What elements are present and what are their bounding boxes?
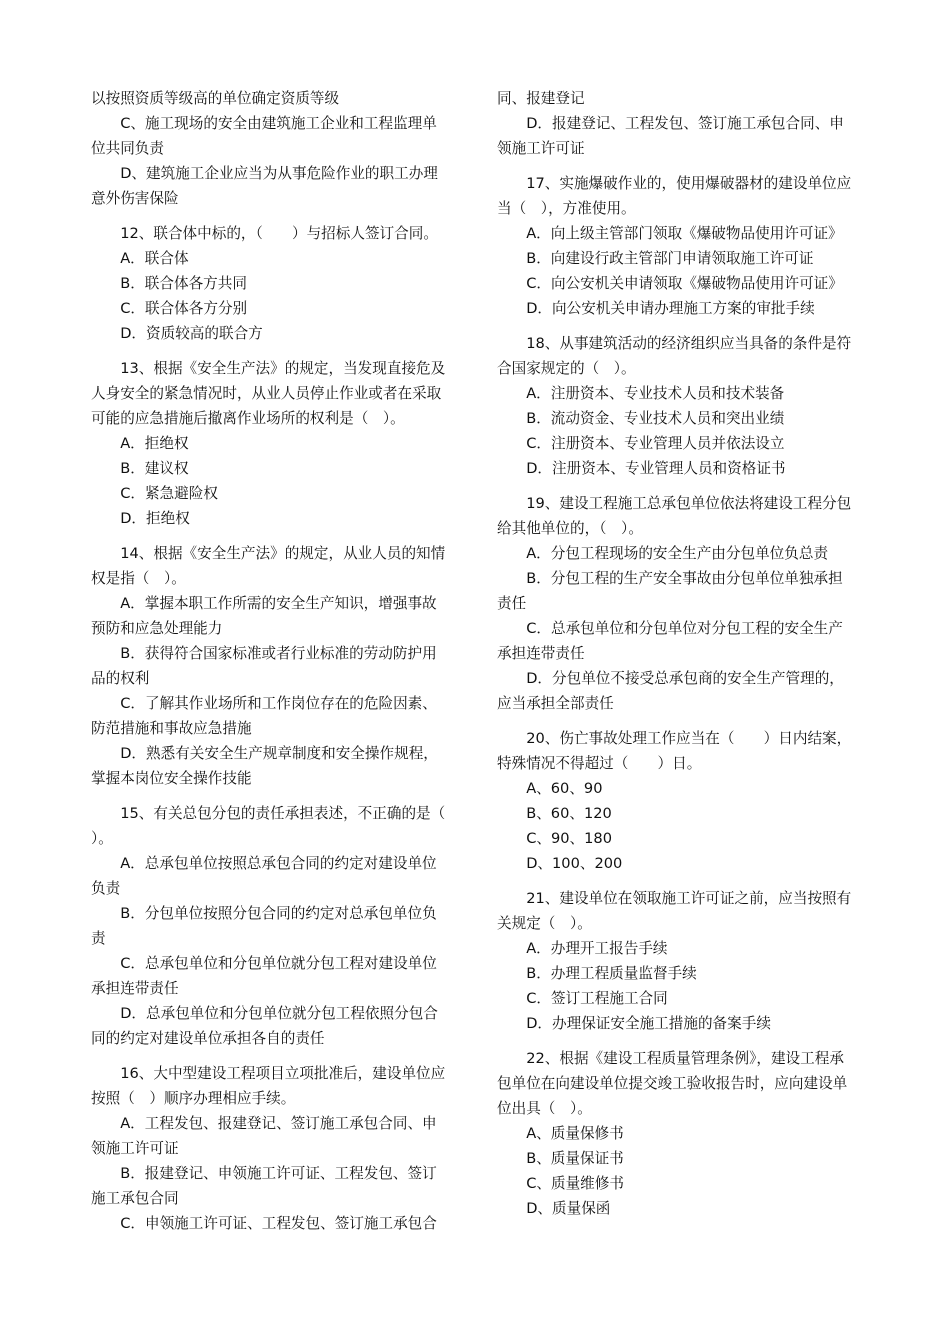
text-line: B．办理工程质量监督手续 bbox=[497, 965, 697, 982]
text-line: C．总承包单位和分包单位就分包工程对建设单位 bbox=[91, 955, 437, 972]
text-line: A．总承包单位按照总承包合同的约定对建设单位 bbox=[91, 855, 437, 872]
text-line: D．总承包单位和分包单位就分包工程依照分包合 bbox=[91, 1005, 438, 1022]
text-line: 当（ ），方准使用。 bbox=[497, 200, 636, 217]
text-line: C．注册资本、专业管理人员并依法设立 bbox=[497, 435, 785, 452]
text-line: 12、联合体中标的，（ ）与招标人签订合同。 bbox=[91, 225, 438, 242]
text-line: 13、根据《安全生产法》的规定，当发现直接危及 bbox=[91, 360, 446, 377]
text-line: B．获得符合国家标准或者行业标准的劳动防护用 bbox=[91, 645, 437, 662]
text-line: C、施工现场的安全由建筑施工企业和工程监理单 bbox=[91, 115, 437, 132]
text-line: 18、从事建筑活动的经济组织应当具备的条件是符 bbox=[497, 335, 852, 352]
text-line: C．联合体各方分别 bbox=[91, 300, 248, 317]
text-line: B．建议权 bbox=[91, 460, 189, 477]
text-line: 领施工许可证 bbox=[497, 140, 585, 157]
text-line: B．流动资金、专业技术人员和突出业绩 bbox=[497, 410, 785, 427]
text-line: 同的约定对建设单位承担各自的责任 bbox=[91, 1030, 325, 1047]
text-line: 承担连带责任 bbox=[91, 980, 179, 997]
text-line: C．向公安机关申请领取《爆破物品使用许可证》 bbox=[497, 275, 843, 292]
text-line: A．办理开工报告手续 bbox=[497, 940, 668, 957]
text-line: 以按照资质等级高的单位确定资质等级 bbox=[91, 90, 340, 107]
text-line: 施工承包合同 bbox=[91, 1190, 179, 1207]
text-line: A．分包工程现场的安全生产由分包单位负总责 bbox=[497, 545, 829, 562]
text-line: C．了解其作业场所和工作岗位存在的危险因素、 bbox=[91, 695, 437, 712]
text-line: D．办理保证安全施工措施的备案手续 bbox=[497, 1015, 771, 1032]
text-line: C、质量维修书 bbox=[497, 1175, 624, 1192]
text-line: 按照（ ）顺序办理相应手续。 bbox=[91, 1090, 296, 1107]
text-line: 责任 bbox=[497, 595, 527, 612]
text-line: 权是指（ ）。 bbox=[91, 570, 186, 587]
text-line: D．资质较高的联合方 bbox=[91, 325, 263, 342]
text-line: B．报建登记、申领施工许可证、工程发包、签订 bbox=[91, 1165, 437, 1182]
text-line: B、60、120 bbox=[497, 805, 612, 822]
text-line: D．向公安机关申请办理施工方案的审批手续 bbox=[497, 300, 815, 317]
text-line: 人身安全的紧急情况时，从业人员停止作业或者在采取 bbox=[91, 385, 442, 402]
text-line: 给其他单位的，（ ）。 bbox=[497, 520, 643, 537]
text-line: 14、根据《安全生产法》的规定，从业人员的知情 bbox=[91, 545, 446, 562]
text-line: ）。 bbox=[91, 830, 113, 847]
text-line: D．注册资本、专业管理人员和资格证书 bbox=[497, 460, 786, 477]
text-line: 预防和应急处理能力 bbox=[91, 620, 223, 637]
text-line: C．申领施工许可证、工程发包、签订施工承包合 bbox=[91, 1215, 437, 1232]
text-line: 领施工许可证 bbox=[91, 1140, 179, 1157]
text-line: 合国家规定的（ ）。 bbox=[497, 360, 636, 377]
text-line: D、建筑施工企业应当为从事危险作业的职工办理 bbox=[91, 165, 438, 182]
text-line: 应当承担全部责任 bbox=[497, 695, 614, 712]
text-line: 17、实施爆破作业的，使用爆破器材的建设单位应 bbox=[497, 175, 852, 192]
text-line: 同、报建登记 bbox=[497, 90, 585, 107]
text-line: 掌握本岗位安全操作技能 bbox=[91, 770, 252, 787]
text-line: 关规定（ ）。 bbox=[497, 915, 592, 932]
text-line: A．工程发包、报建登记、签订施工承包合同、申 bbox=[91, 1115, 437, 1132]
text-line: 可能的应急措施后撤离作业场所的权利是（ ）。 bbox=[91, 410, 405, 427]
text-line: B．分包单位按照分包合同的约定对总承包单位负 bbox=[91, 905, 437, 922]
text-line: 特殊情况不得超过（ ）日。 bbox=[497, 755, 702, 772]
text-line: 15、有关总包分包的责任承担表述，不正确的是（ bbox=[91, 805, 446, 822]
text-line: D．熟悉有关安全生产规章制度和安全操作规程， bbox=[91, 745, 438, 762]
text-line: 防范措施和事故应急措施 bbox=[91, 720, 252, 737]
text-line: C．签订工程施工合同 bbox=[497, 990, 668, 1007]
text-line: B．联合体各方共同 bbox=[91, 275, 247, 292]
text-line: D．拒绝权 bbox=[91, 510, 190, 527]
text-line: C、90、180 bbox=[497, 830, 612, 847]
text-line: 位出具（ ）。 bbox=[497, 1100, 592, 1117]
text-line: A、质量保修书 bbox=[497, 1125, 624, 1142]
text-line: B．向建设行政主管部门申请领取施工许可证 bbox=[497, 250, 814, 267]
text-line: 负责 bbox=[91, 880, 121, 897]
text-line: 19、建设工程施工总承包单位依法将建设工程分包 bbox=[497, 495, 852, 512]
text-line: 品的权利 bbox=[91, 670, 150, 687]
text-line: B、质量保证书 bbox=[497, 1150, 624, 1167]
text-line: 承担连带责任 bbox=[497, 645, 585, 662]
text-line: D．报建登记、工程发包、签订施工承包合同、申 bbox=[497, 115, 844, 132]
text-line: D．分包单位不接受总承包商的安全生产管理的， bbox=[497, 670, 844, 687]
left-column bbox=[91, 86, 463, 1236]
text-line: 16、大中型建设工程项目立项批准后，建设单位应 bbox=[91, 1065, 446, 1082]
right-column bbox=[497, 86, 869, 1221]
text-line: A．联合体 bbox=[91, 250, 189, 267]
text-line: A．掌握本职工作所需的安全生产知识，增强事故 bbox=[91, 595, 437, 612]
text-line: 位共同负责 bbox=[91, 140, 164, 157]
text-line: B．分包工程的生产安全事故由分包单位单独承担 bbox=[497, 570, 843, 587]
text-line: 20、伤亡事故处理工作应当在（ ）日内结案， bbox=[497, 730, 852, 747]
text-line: 意外伤害保险 bbox=[91, 190, 179, 207]
text-line: A．拒绝权 bbox=[91, 435, 189, 452]
text-line: 22、根据《建设工程质量管理条例》，建设工程承 bbox=[497, 1050, 844, 1067]
text-line: 包单位在向建设单位提交竣工验收报告时，应向建设单 bbox=[497, 1075, 848, 1092]
text-line: D、质量保函 bbox=[497, 1200, 611, 1217]
text-line: C．紧急避险权 bbox=[91, 485, 218, 502]
text-line: A、60、90 bbox=[497, 780, 603, 797]
text-line: A．向上级主管部门领取《爆破物品使用许可证》 bbox=[497, 225, 843, 242]
text-line: D、100、200 bbox=[497, 855, 623, 872]
text-line: A．注册资本、专业技术人员和技术装备 bbox=[497, 385, 785, 402]
text-line: 责 bbox=[91, 930, 106, 947]
text-line: C．总承包单位和分包单位对分包工程的安全生产 bbox=[497, 620, 843, 637]
text-line: 21、建设单位在领取施工许可证之前，应当按照有 bbox=[497, 890, 852, 907]
